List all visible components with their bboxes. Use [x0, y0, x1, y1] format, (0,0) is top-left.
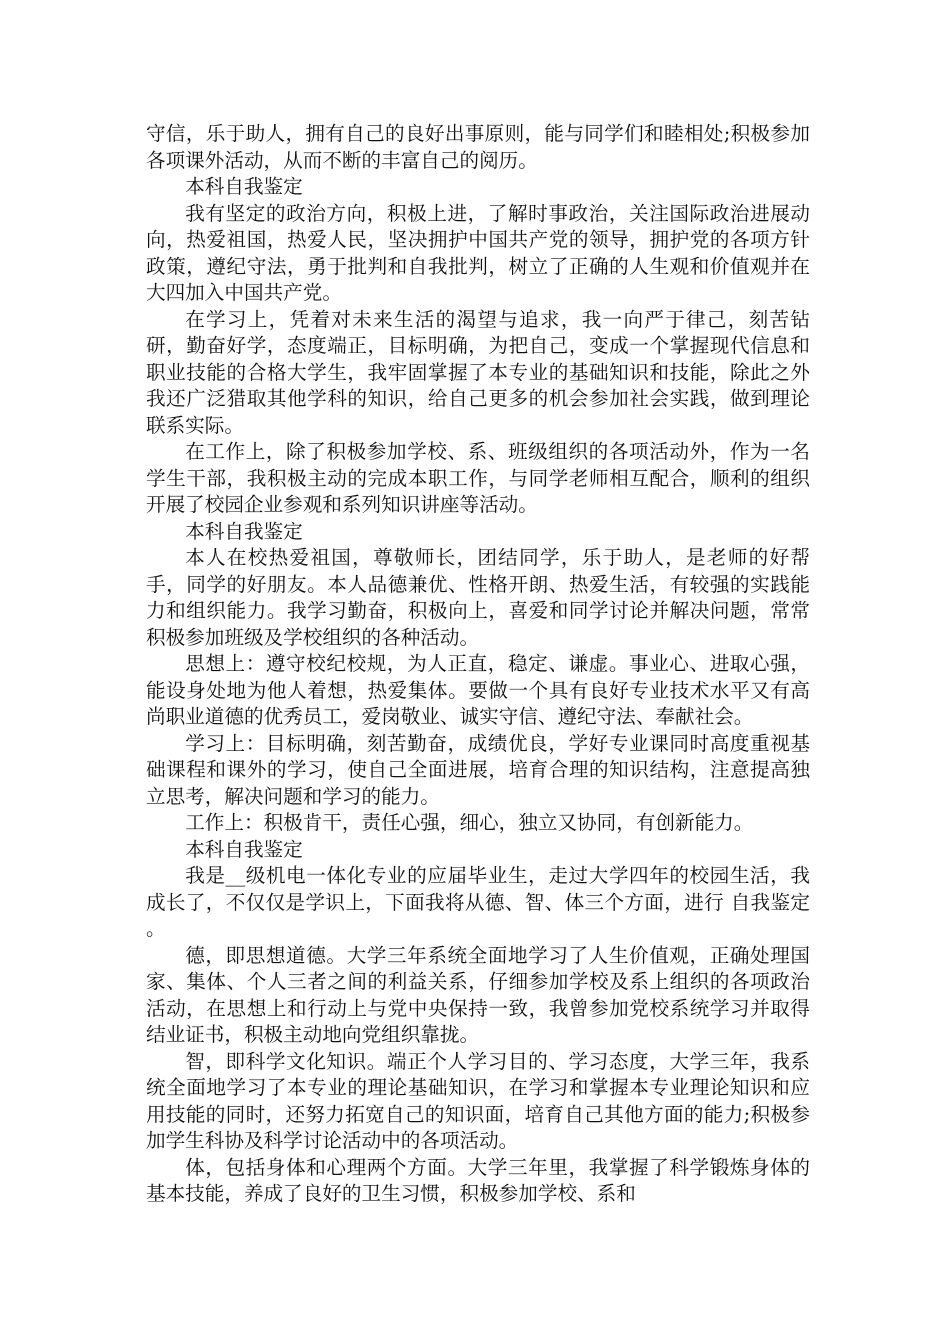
section-heading: 本科自我鉴定 — [185, 837, 303, 861]
body-paragraph: 工作上：积极肯干，责任心强，细心，独立又协同，有创新能力。 — [185, 811, 754, 834]
body-paragraph: 体，包括身体和心理两个方面。大学三年里，我掌握了科学锻炼身体的基本技能，养成了良好的卫生习惯，积极参加学校、系和 — [146, 1155, 810, 1205]
body-paragraph: 学习上：目标明确，刻苦勤奋，成绩优良，学好专业课同时高度重视基础课程和课外的学习，使自己全面进展，培育合理的知识结构，注意提高独立思考，解决问题和学习的能力。 — [146, 731, 810, 808]
document-page — [146, 121, 810, 1208]
body-paragraph: 我是__级机电一体化专业的应届毕业生，走过大学四年的校园生活，我成长了，不仅仅是学识上，下面我将从德、智、体三个方面，进行 自我鉴定 。 — [146, 864, 810, 940]
section-heading: 本科自我鉴定 — [185, 519, 303, 543]
body-paragraph: 思想上：遵守校纪校规，为人正直，稳定、谦虚。事业心、进取心强，能设身处地为他人着想，热爱集体。要做一个具有良好专业技术水平又有高尚职业道德的优秀员工，爱岗敬业、诚实守信、遵纪守法、奉献社会。 — [146, 652, 810, 728]
body-paragraph: 守信，乐于助人，拥有自己的良好出事原则，能与同学们和睦相处;积极参加各项课外活动，从而不断的丰富自己的阅历。 — [146, 122, 810, 172]
body-paragraph: 在工作上，除了积极参加学校、系、班级组织的各项活动外，作为一名学生干部，我积极主动的完成本职工作，与同学老师相互配合，顺利的组织开展了校园企业参观和系列知识讲座等活动。 — [146, 440, 810, 516]
body-paragraph: 在学习上，凭着对未来生活的渴望与追求，我一向严于律己，刻苦钻研，勤奋好学，态度端正，目标明确，为把自己，变成一个掌握现代信息和职业技能的合格大学生，我牢固掌握了本专业的基础知识和技能，除此之外我还广泛猎取其他学科的知识，给自己更多的机会参加社会实践，做到理论联系实际。 — [146, 307, 810, 437]
section-heading: 本科自我鉴定 — [185, 175, 303, 198]
body-paragraph: 德，即思想道德。大学三年系统全面地学习了人生价值观，正确处理国家、集体、个人三者之间的利益关系，仔细参加学校及系上组织的各项政治活动，在思想上和行动上与党中央保持一致，我曾参加党校系统学习并取得结业证书，积极主动地向党组织靠拢。 — [146, 943, 810, 1046]
body-paragraph: 本人在校热爱祖国，尊敬师长，团结同学，乐于助人，是老师的好帮手，同学的好朋友。本人品德兼优、性格开朗、热爱生活，有较强的实践能力和组织能力。我学习勤奋，积极向上，喜爱和同学讨论并解决问题，常常积极参加班级及学校组织的各种活动。 — [146, 546, 810, 649]
body-paragraph: 智，即科学文化知识。端正个人学习目的、学习态度，大学三年，我系统全面地学习了本专业的理论基础知识，在学习和掌握本专业理论知识和应用技能的同时，还努力拓宽自己的知识面，培育自己其他方面的能力;积极参加学生科协及科学讨论活动中的各项活动。 — [146, 1049, 810, 1152]
body-paragraph: 我有坚定的政治方向，积极上进，了解时事政治，关注国际政治进展动向，热爱祖国，热爱人民，坚决拥护中国共产党的领导，拥护党的各项方针政策，遵纪守法，勇于批判和自我批判，树立了正确的人生观和价值观并在大四加入中国共产党。 — [146, 201, 810, 304]
